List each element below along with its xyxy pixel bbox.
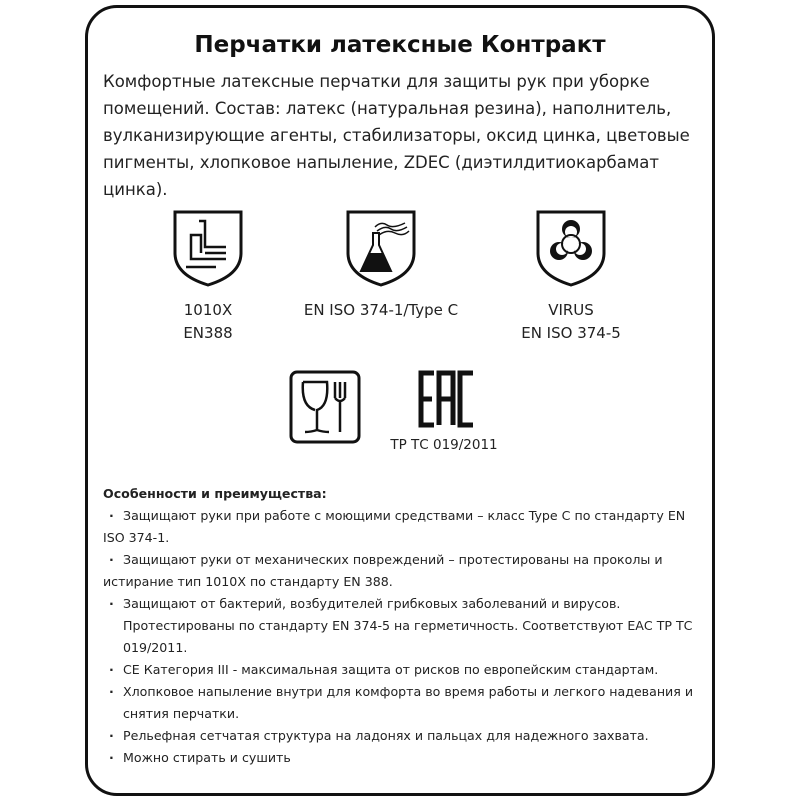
list-item: · Защищают от бактерий, возбудителей грибковых заболеваний и вирусов. Протестированы по стандарту EN 374-5 на герметичность. Соответствуют ЕАС ТР ТС 019/2011. xyxy=(103,593,703,659)
list-item: · Хлопковое напыление внутри для комфорта во время работы и легкого надевания и снятия перчатки. xyxy=(103,681,703,725)
cert-line: EN ISO 374-5 xyxy=(521,324,621,342)
product-description: Комфортные латексные перчатки для защиты рук при уборке помещений. Состав: латекс (натуральная резина), наполнитель, вулканизирующие агенты, стабилизаторы, оксид цинка, цветовые пигменты, хлопковое напыление, ZDEC (диэтилдитиокарбамат цинка). xyxy=(103,72,690,199)
page-title: Перчатки латексные Контракт xyxy=(194,32,606,58)
cert-line: 1010X xyxy=(183,301,233,319)
cert-label-en388 xyxy=(183,299,232,345)
cert-line: VIRUS xyxy=(548,301,594,319)
features-list xyxy=(103,505,703,769)
list-item: · Защищают руки от механических повреждений – протестированы на проколы и истирание тип 1010X по стандарту EN 388. xyxy=(103,549,703,593)
biohazard-shield-icon xyxy=(535,209,607,287)
features-section xyxy=(103,483,703,769)
list-item: · CE Категория III - максимальная защита от рисков по европейским стандартам. xyxy=(103,659,703,681)
cert-label-eac: ТР ТС 019/2011 xyxy=(390,437,498,453)
mechanical-hazard-shield-icon xyxy=(172,209,244,287)
food-safe-glass-fork-icon xyxy=(289,370,361,444)
list-item: · Можно стирать и сушить xyxy=(103,747,703,769)
list-item: · Рельефная сетчатая структура на ладонях и пальцах для надежного захвата. xyxy=(103,725,703,747)
cert-line: EN ISO 374-1/Type C xyxy=(303,301,459,319)
cert-line: EN388 xyxy=(183,324,233,342)
eac-mark-icon xyxy=(418,370,476,428)
list-item: · Защищают руки при работе с моющими средствами – класс Type C по стандарту EN ISO 374-1. xyxy=(103,505,703,549)
chemical-flask-shield-icon xyxy=(345,209,417,287)
cert-label-en374-1 xyxy=(304,299,458,322)
features-heading: Особенности и преимущества: xyxy=(103,486,327,501)
cert-label-virus xyxy=(521,299,621,345)
